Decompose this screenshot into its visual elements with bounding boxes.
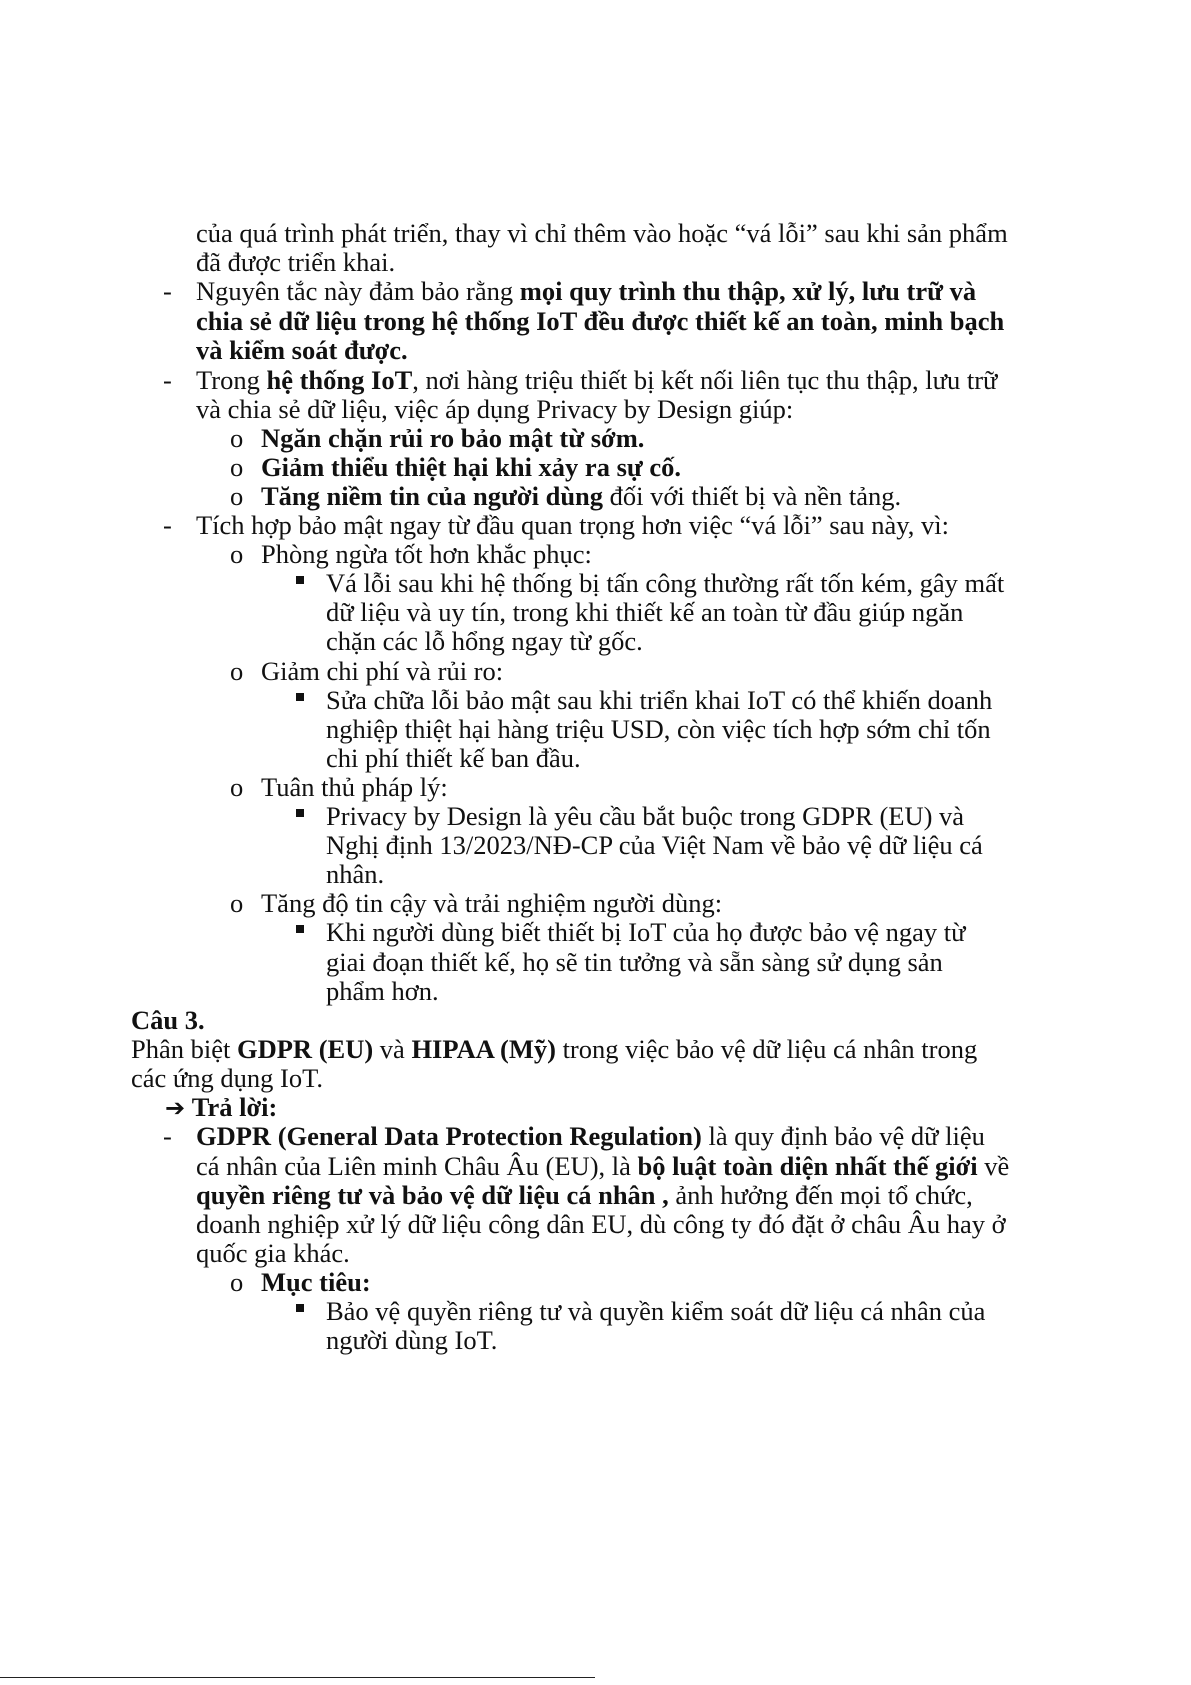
- circle-bullet: o: [230, 481, 244, 511]
- list-item-continued: quốc gia khác.: [196, 1238, 350, 1268]
- circle-bullet: o: [230, 888, 244, 918]
- sub-list-item: Mục tiêu:: [261, 1267, 371, 1297]
- circle-bullet: o: [230, 452, 244, 482]
- sub-list-item: Tăng độ tin cậy và trải nghiệm người dùng:: [261, 888, 723, 918]
- square-bullet: [296, 693, 304, 701]
- sub-sub-list-item-continued: chặn các lỗ hổng ngay từ gốc.: [326, 626, 643, 656]
- question-heading: Câu 3.: [131, 1005, 205, 1035]
- list-item-continued: quyền riêng tư và bảo vệ dữ liệu cá nhân , ảnh hưởng đến mọi tổ chức,: [196, 1180, 973, 1210]
- question-text: các ứng dụng IoT.: [131, 1063, 323, 1093]
- sub-list-item: Tăng niềm tin của người dùng đối với thiết bị và nền tảng.: [261, 481, 902, 511]
- sub-sub-list-item: Privacy by Design là yêu cầu bắt buộc trong GDPR (EU) và: [326, 801, 965, 831]
- sub-sub-list-item-continued: nhân.: [326, 859, 385, 889]
- answer-label: ➔ Trả lời:: [165, 1092, 278, 1122]
- sub-list-item: Tuân thủ pháp lý:: [261, 772, 448, 802]
- sub-list-item: Giảm chi phí và rủi ro:: [261, 656, 504, 686]
- dash-bullet: -: [163, 276, 172, 306]
- sub-sub-list-item: Bảo vệ quyền riêng tư và quyền kiểm soát dữ liệu cá nhân của: [326, 1296, 986, 1326]
- sub-list-item: Ngăn chặn rủi ro bảo mật từ sớm.: [261, 423, 645, 453]
- square-bullet: [296, 1304, 304, 1312]
- circle-bullet: o: [230, 539, 244, 569]
- arrow-icon: ➔: [165, 1094, 186, 1122]
- sub-sub-list-item: Vá lỗi sau khi hệ thống bị tấn công thường rất tốn kém, gây mất: [326, 568, 1005, 598]
- dash-bullet: -: [163, 510, 172, 540]
- list-item: Nguyên tắc này đảm bảo rằng mọi quy trình thu thập, xử lý, lưu trữ và: [196, 276, 977, 306]
- dash-bullet: -: [163, 1121, 172, 1151]
- list-item-continued: chia sẻ dữ liệu trong hệ thống IoT đều được thiết kế an toàn, minh bạch: [196, 306, 1005, 336]
- sub-sub-list-item-continued: giai đoạn thiết kế, họ sẽ tin tưởng và sẵn sàng sử dụng sản: [326, 947, 943, 977]
- sub-sub-list-item: Sửa chữa lỗi bảo mật sau khi triển khai IoT có thể khiến doanh: [326, 685, 993, 715]
- list-item: Trong hệ thống IoT, nơi hàng triệu thiết bị kết nối liên tục thu thập, lưu trữ: [196, 365, 998, 395]
- sub-sub-list-item-continued: nghiệp thiệt hại hàng triệu USD, còn việc tích hợp sớm chỉ tốn: [326, 714, 991, 744]
- list-item-continued: doanh nghiệp xử lý dữ liệu công dân EU, dù công ty đó đặt ở châu Âu hay ở: [196, 1209, 1006, 1239]
- sub-sub-list-item-continued: dữ liệu và uy tín, trong khi thiết kế an toàn từ đầu giúp ngăn: [326, 597, 964, 627]
- sub-list-item: Giảm thiểu thiệt hại khi xảy ra sự cố.: [261, 452, 682, 482]
- square-bullet: [296, 809, 304, 817]
- paragraph-line: của quá trình phát triển, thay vì chỉ thêm vào hoặc “vá lỗi” sau khi sản phẩm: [196, 218, 1008, 248]
- sub-sub-list-item: Khi người dùng biết thiết bị IoT của họ được bảo vệ ngay từ: [326, 917, 966, 947]
- sub-sub-list-item-continued: Nghị định 13/2023/NĐ-CP của Việt Nam về bảo vệ dữ liệu cá: [326, 830, 983, 860]
- circle-bullet: o: [230, 1267, 244, 1297]
- list-item-continued: cá nhân của Liên minh Châu Âu (EU), là bộ luật toàn diện nhất thế giới về: [196, 1151, 1010, 1181]
- circle-bullet: o: [230, 423, 244, 453]
- dash-bullet: -: [163, 365, 172, 395]
- footer-rule: [0, 1677, 595, 1678]
- circle-bullet: o: [230, 772, 244, 802]
- list-item: GDPR (General Data Protection Regulation) là quy định bảo vệ dữ liệu: [196, 1121, 985, 1151]
- sub-list-item: Phòng ngừa tốt hơn khắc phục:: [261, 539, 592, 569]
- question-text: Phân biệt GDPR (EU) và HIPAA (Mỹ) trong việc bảo vệ dữ liệu cá nhân trong: [131, 1034, 978, 1064]
- list-item: Tích hợp bảo mật ngay từ đầu quan trọng hơn việc “vá lỗi” sau này, vì:: [196, 510, 950, 540]
- sub-sub-list-item-continued: chi phí thiết kế ban đầu.: [326, 743, 581, 773]
- list-item-continued: và kiểm soát được.: [196, 335, 408, 365]
- paragraph-line: đã được triển khai.: [196, 247, 396, 277]
- list-item-continued: và chia sẻ dữ liệu, việc áp dụng Privacy by Design giúp:: [196, 394, 794, 424]
- sub-sub-list-item-continued: người dùng IoT.: [326, 1325, 498, 1355]
- circle-bullet: o: [230, 656, 244, 686]
- square-bullet: [296, 925, 304, 933]
- square-bullet: [296, 576, 304, 584]
- sub-sub-list-item-continued: phẩm hơn.: [326, 976, 439, 1006]
